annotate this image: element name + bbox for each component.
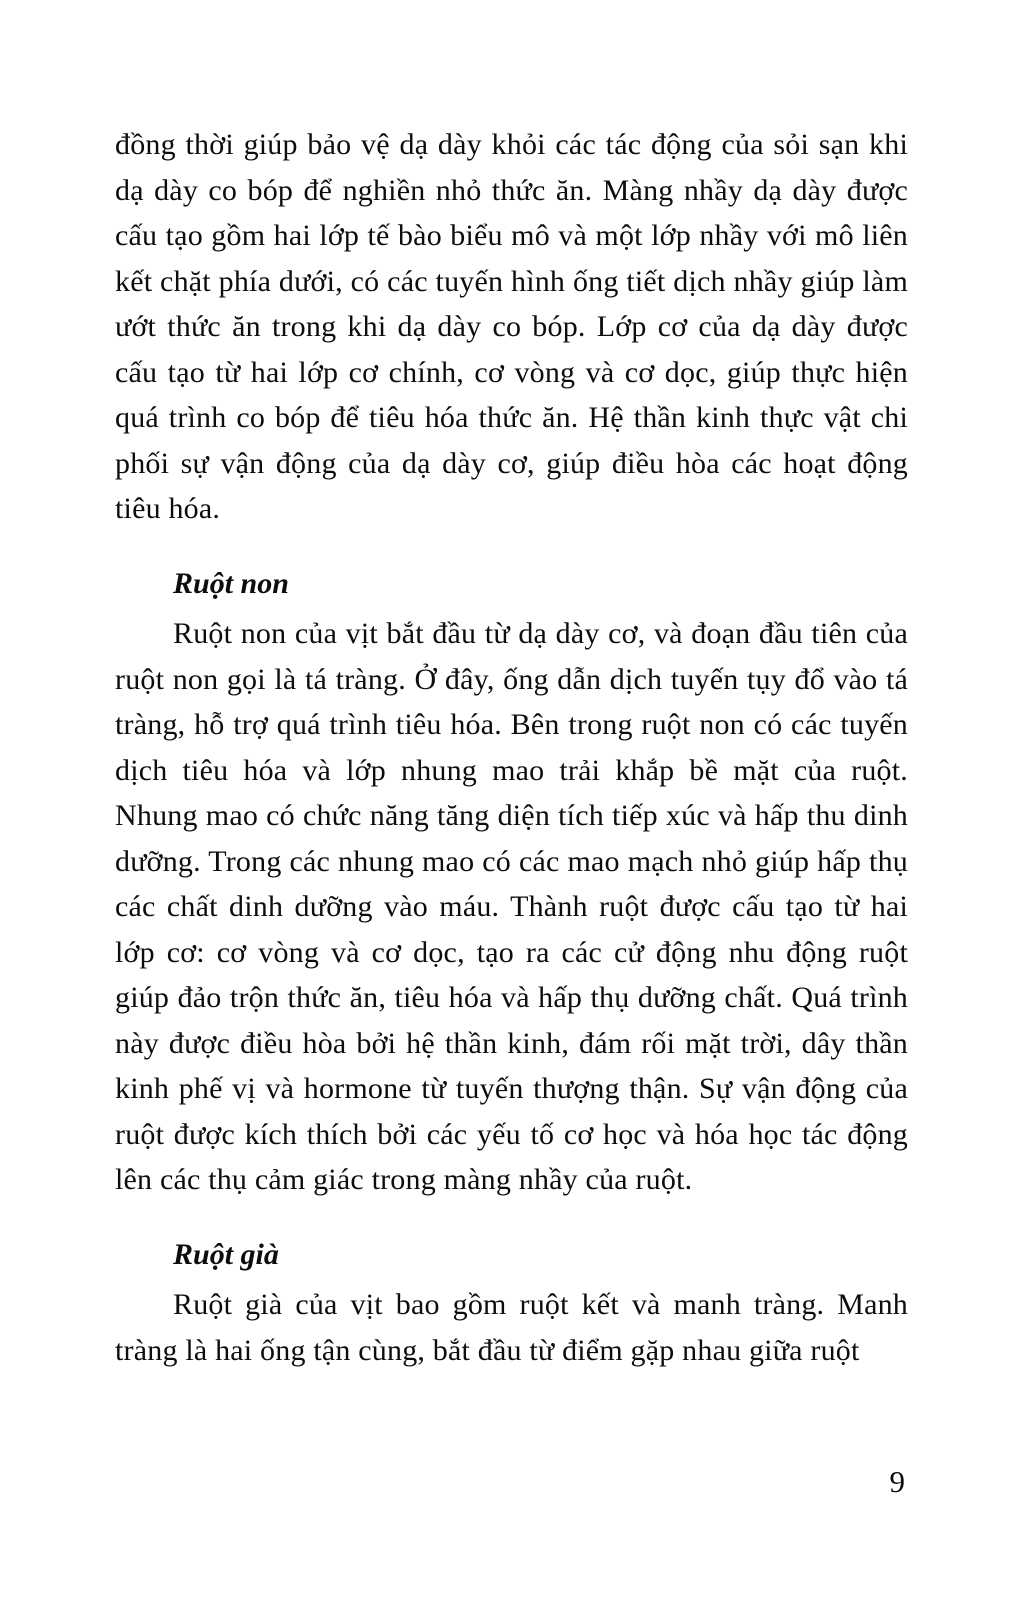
paragraph-stomach-continued: đồng thời giúp bảo vệ dạ dày khỏi các tác động của sỏi sạn khi dạ dày co bóp để nghiền nhỏ thức ăn. Màng nhầy dạ dày được cấu tạo gồm hai lớp tế bào biểu mô và một lớp nhầy với mô liên kết chặt phía dưới, có các tuyến hình ống tiết dịch nhầy giúp làm ướt thức ăn trong khi dạ dày co bóp. Lớp cơ của dạ dày được cấu tạo từ hai lớp cơ chính, cơ vòng và cơ dọc, giúp thực hiện quá trình co bóp để tiêu hóa thức ăn. Hệ thần kinh thực vật chi phối sự vận động của dạ dày cơ, giúp điều hòa các hoạt động tiêu hóa. [115, 128, 908, 525]
page-body [115, 122, 908, 1373]
paragraph-ruot-gia: Ruột già của vịt bao gồm ruột kết và manh tràng. Manh tràng là hai ống tận cùng, bắt đầu từ điểm gặp nhau giữa ruột [115, 1288, 908, 1367]
section-heading-ruot-non: Ruột non [173, 566, 289, 600]
paragraph-ruot-non: Ruột non của vịt bắt đầu từ dạ dày cơ, và đoạn đầu tiên của ruột non gọi là tá tràng. Ở đây, ống dẫn dịch tuyến tụy đổ vào tá tràng, hỗ trợ quá trình tiêu hóa. Bên trong ruột non có các tuyến dịch tiêu hóa và lớp nhung mao trải khắp bề mặt của ruột. Nhung mao có chức năng tăng diện tích tiếp xúc và hấp thu dinh dưỡng. Trong các nhung mao có các mao mạch nhỏ giúp hấp thụ các chất dinh dưỡng vào máu. Thành ruột được cấu tạo từ hai lớp cơ: cơ vòng và cơ dọc, tạo ra các cử động nhu động ruột giúp đảo trộn thức ăn, tiêu hóa và hấp thụ dưỡng chất. Quá trình này được điều hòa bởi hệ thần kinh, đám rối mặt trời, dây thần kinh phế vị và hormone từ tuyến thượng thận. Sự vận động của ruột được kích thích bởi các yếu tố cơ học và hóa học tác động lên các thụ cảm giác trong màng nhầy của ruột. [115, 617, 908, 1196]
section-heading-ruot-gia: Ruột già [173, 1237, 279, 1271]
page-number: 9 [889, 1464, 905, 1499]
